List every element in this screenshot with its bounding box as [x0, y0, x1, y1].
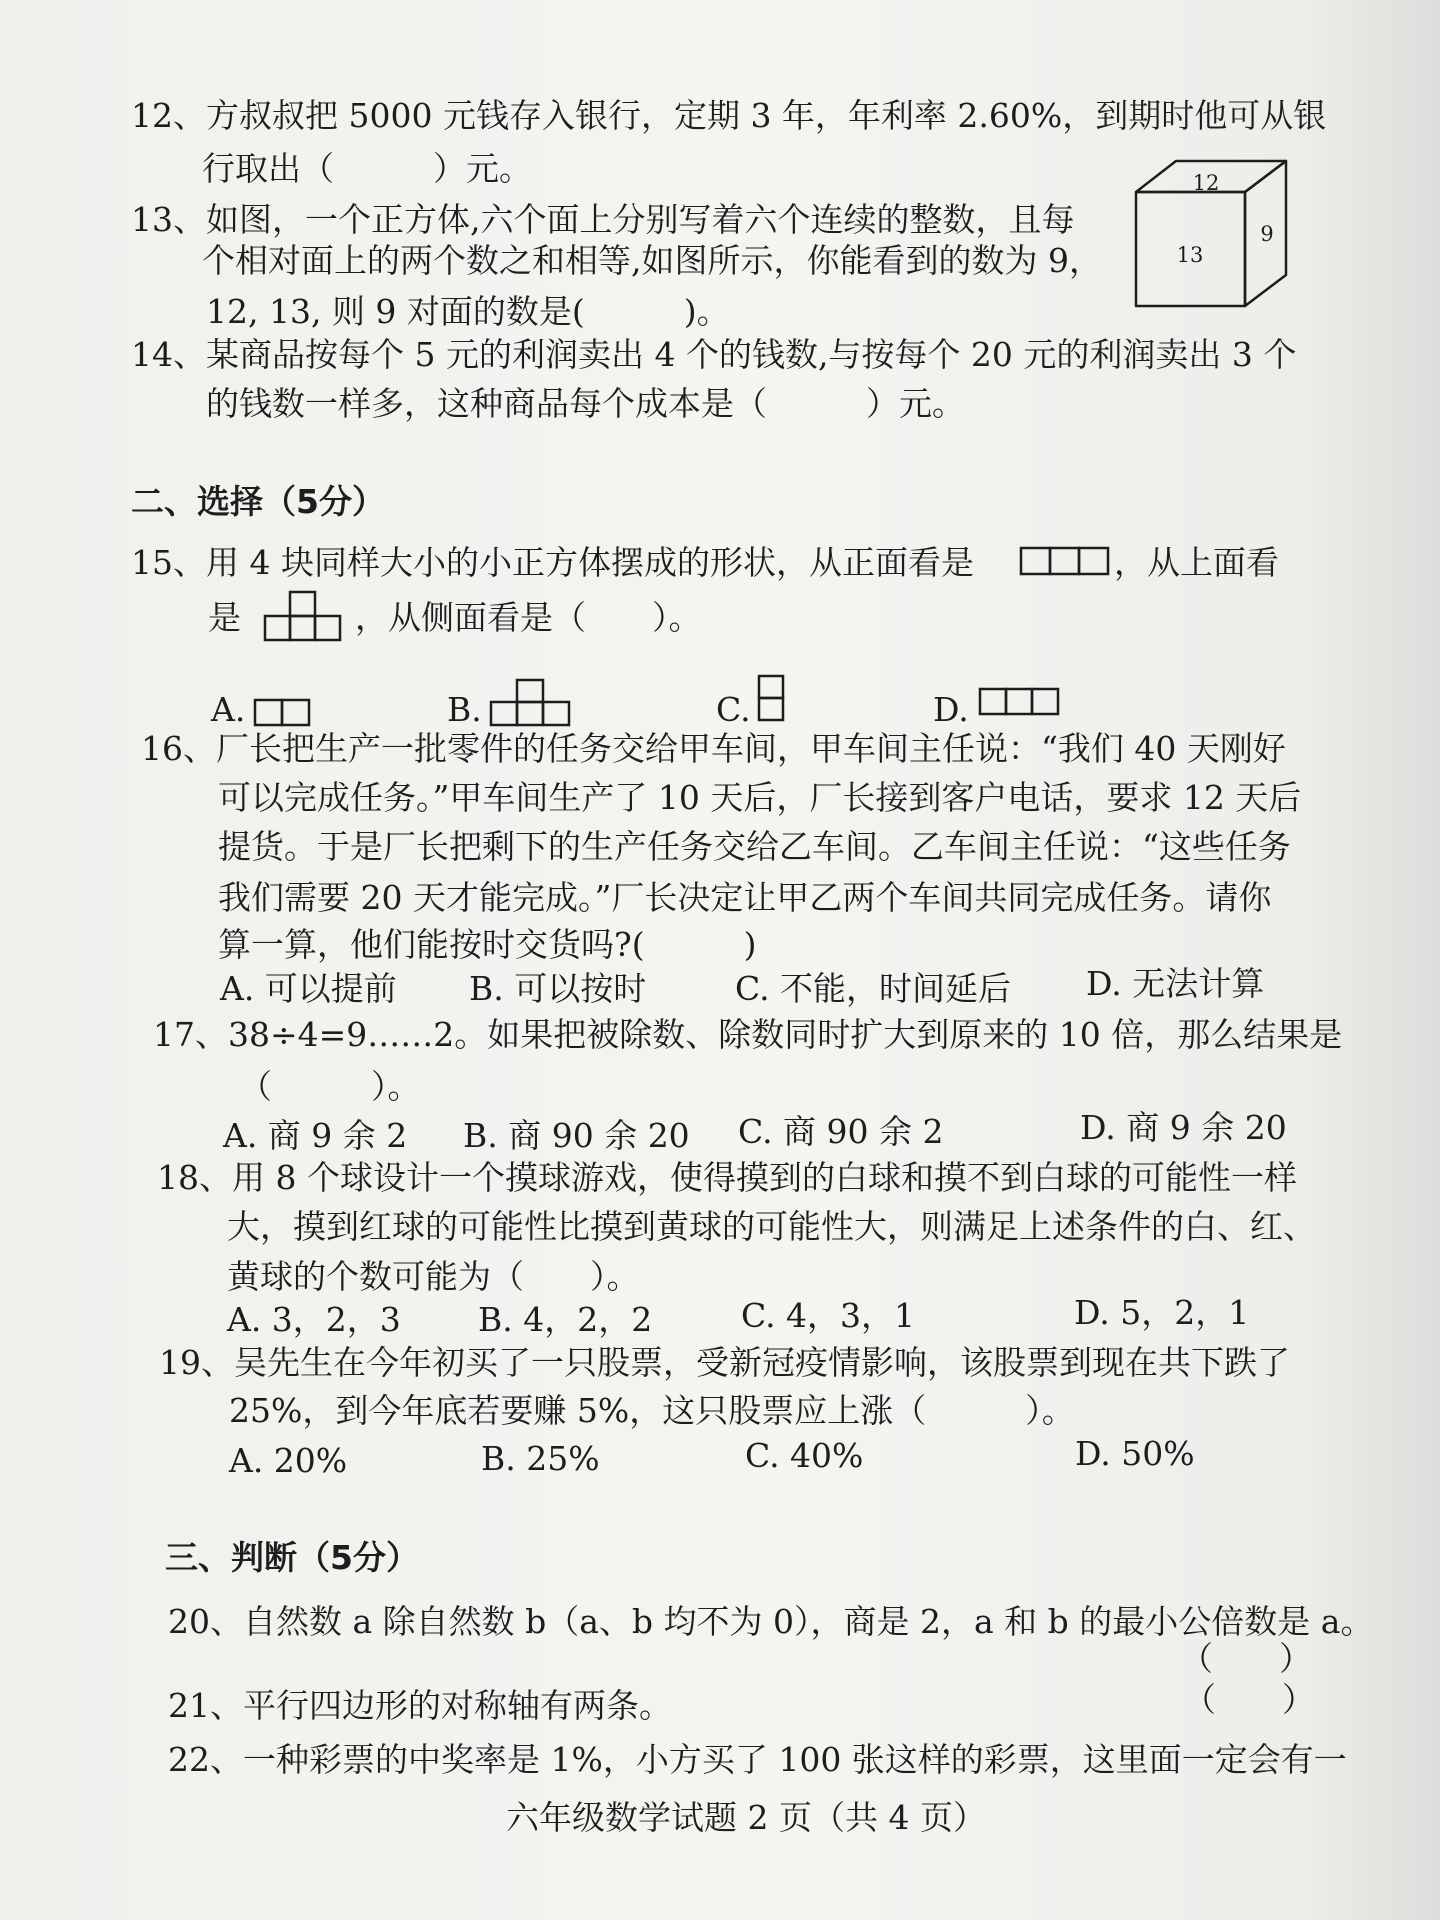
- section-3-title: 三、判断（5分）: [165, 1538, 419, 1577]
- cube-side-number: 9: [1260, 222, 1274, 246]
- q18-option-a: A. 3，2，3: [227, 1300, 401, 1339]
- q15-line-1-part-1: 15、用 4 块同样大小的小正方体摆成的形状，从正面看是: [131, 543, 974, 582]
- q15-line-1-part-2: ，从上面看: [1114, 543, 1279, 582]
- q15-line-2-part-1: 是: [208, 598, 241, 637]
- q20-answer-bracket: （ ）: [1180, 1639, 1312, 1678]
- section-2-title: 二、选择（5分）: [131, 482, 385, 521]
- q15-line-2-part-2: ，从侧面看是（ ）。: [355, 598, 702, 637]
- q18-option-b: B. 4，2，2: [478, 1300, 653, 1339]
- q17-line-2: （ ）。: [239, 1067, 421, 1106]
- q13-line-3: 12, 13, 则 9 对面的数是( )。: [206, 292, 730, 331]
- q17-option-a: A. 商 9 余 2: [223, 1116, 408, 1155]
- q16-line-2: 可以完成任务。”甲车间生产了 10 天后，厂长接到客户电话，要求 12 天后: [218, 778, 1302, 817]
- q17-option-b: B. 商 90 余 20: [463, 1116, 690, 1155]
- q15-option-b-figure: [489, 678, 573, 728]
- q18-line-2: 大，摸到红球的可能性比摸到黄球的可能性大，则满足上述条件的白、红、: [227, 1207, 1316, 1246]
- q15-option-b-label: B.: [447, 690, 482, 729]
- q18-line-1: 18、用 8 个球设计一个摸球游戏，使得摸到的白球和摸不到白球的可能性一样: [157, 1158, 1297, 1197]
- q16-line-5: 算一算，他们能按时交货吗?( ): [218, 925, 757, 964]
- q19-option-b: B. 25%: [481, 1439, 600, 1478]
- front-view-figure: [1019, 545, 1111, 577]
- q14-line-1: 14、某商品按每个 5 元的利润卖出 4 个的钱数,与按每个 20 元的利润卖出 3 个: [131, 335, 1297, 374]
- q19-line-2: 25%，到今年底若要赚 5%，这只股票应上涨（ ）。: [229, 1391, 1075, 1430]
- q16-line-1: 16、厂长把生产一批零件的任务交给甲车间，甲车间主任说：“我们 40 天刚好: [141, 729, 1286, 768]
- q14-line-2: 的钱数一样多，这种商品每个成本是（ ）元。: [206, 384, 965, 423]
- q16-line-3: 提货。于是厂长把剩下的生产任务交给乙车间。乙车间主任说：“这些任务: [218, 827, 1291, 866]
- page-footer: 六年级数学试题 2 页（共 4 页）: [506, 1798, 986, 1837]
- q17-option-c: C. 商 90 余 2: [738, 1112, 944, 1151]
- q17-line-1: 17、38÷4=9……2。如果把被除数、除数同时扩大到原来的 10 倍，那么结果是: [153, 1015, 1343, 1054]
- q19-line-1: 19、吴先生在今年初买了一只股票，受新冠疫情影响，该股票到现在共下跌了: [159, 1343, 1290, 1382]
- q15-option-c-label: C.: [716, 690, 751, 729]
- q19-option-a: A. 20%: [229, 1441, 348, 1480]
- cube-figure: [1128, 152, 1294, 312]
- q15-option-c-figure: [757, 674, 787, 724]
- q12-line-1: 12、方叔叔把 5000 元钱存入银行，定期 3 年，年利率 2.60%，到期时他可从银: [131, 96, 1327, 135]
- q16-option-b: B. 可以按时: [469, 969, 647, 1008]
- q19-option-d: D. 50%: [1075, 1434, 1195, 1473]
- q15-option-d-label: D.: [933, 690, 969, 729]
- cube-front-number: 13: [1176, 243, 1204, 267]
- q16-option-c: C. 不能，时间延后: [735, 969, 1012, 1008]
- top-view-figure: [263, 590, 345, 642]
- cube-top-number: 12: [1192, 171, 1220, 195]
- q20-line-1: 20、自然数 a 除自然数 b（a、b 均不为 0），商是 2，a 和 b 的最小公倍数是 a。: [168, 1602, 1374, 1641]
- q19-option-c: C. 40%: [745, 1436, 864, 1475]
- q13-line-2: 个相对面上的两个数之和相等,如图所示，你能看到的数为 9，: [202, 241, 1102, 280]
- q13-line-1: 13、如图，一个正方体,六个面上分别写着六个连续的整数，且每: [131, 200, 1075, 239]
- q16-option-d: D. 无法计算: [1086, 964, 1265, 1003]
- q21-line-1: 21、平行四边形的对称轴有两条。: [168, 1686, 672, 1725]
- q22-line-1: 22、一种彩票的中奖率是 1%，小方买了 100 张这样的彩票，这里面一定会有一: [168, 1740, 1347, 1779]
- q21-answer-bracket: （ ）: [1183, 1680, 1315, 1719]
- q15-option-d-figure: [978, 687, 1062, 717]
- q18-option-c: C. 4，3，1: [741, 1296, 916, 1335]
- q16-option-a: A. 可以提前: [220, 969, 397, 1008]
- q18-option-d: D. 5，2，1: [1074, 1293, 1250, 1332]
- q15-option-a-figure: [253, 698, 315, 728]
- q16-line-4: 我们需要 20 天才能完成。”厂长决定让甲乙两个车间共同完成任务。请你: [218, 878, 1272, 917]
- q15-option-a-label: A.: [211, 690, 246, 729]
- q17-option-d: D. 商 9 余 20: [1080, 1108, 1287, 1147]
- q18-line-3: 黄球的个数可能为（ ）。: [227, 1257, 640, 1296]
- q12-line-2: 行取出（ ）元。: [202, 149, 532, 188]
